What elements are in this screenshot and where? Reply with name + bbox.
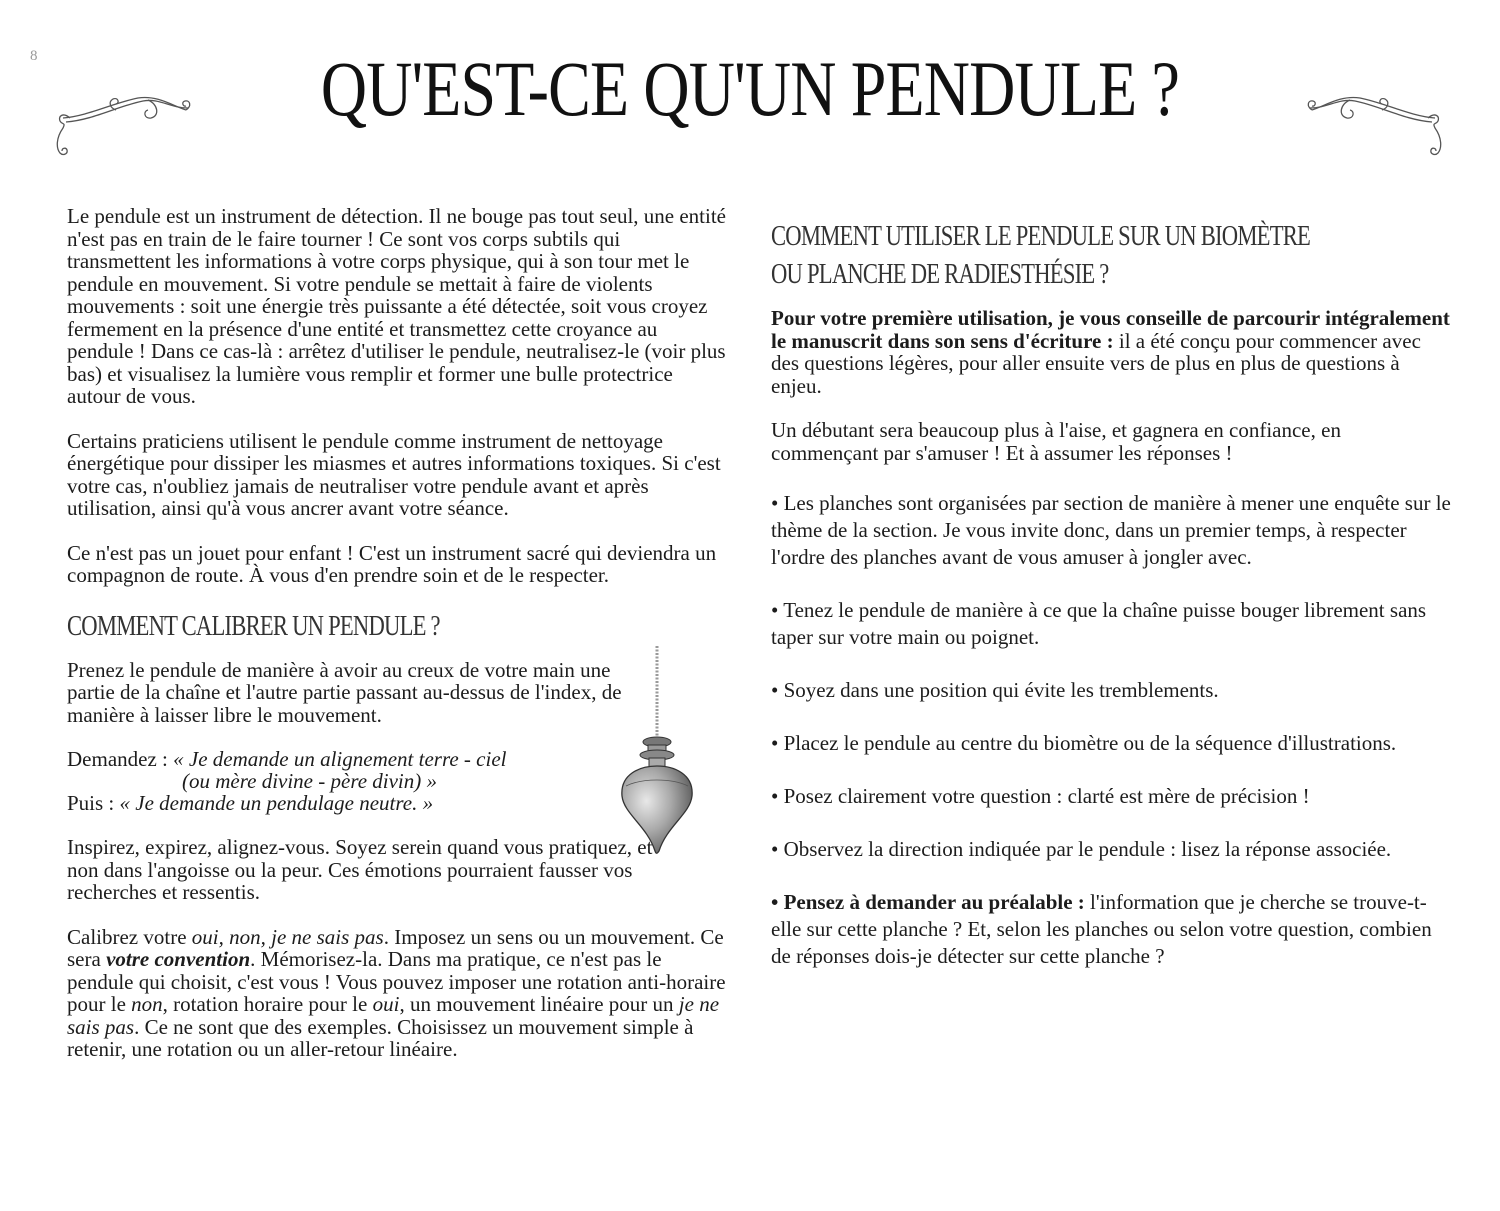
pendulum-illustration <box>612 646 702 856</box>
beginner-paragraph: Un débutant sera beaucoup plus à l'aise, et gagnera en confiance, en commençant par s'amuser ! Et à assumer les réponses ! <box>771 418 1341 465</box>
bullet-item: • Placez le pendule au centre du biomètre ou de la séquence d'illustrations. <box>771 731 1397 755</box>
heading-line: COMMENT UTILISER LE PENDULE SUR UN BIOMÈTRE <box>771 220 1311 252</box>
calibrate-heading: COMMENT CALIBRER UN PENDULE ? <box>67 609 440 642</box>
text-run: il a été conçu pour commencer avec des questions légères, pour aller ensuite vers de plus en plus de questions à enjeu. <box>771 328 1421 398</box>
text-run: l'information que je cherche se trouve-t-elle sur cette planche ? Et, selon les planches ou selon votre question, combien de réponses dois-je détecter sur cette planche ? <box>771 890 1432 968</box>
page-number: 8 <box>30 48 38 64</box>
convention-paragraph <box>67 926 727 1061</box>
bullet-item: • Observez la direction indiquée par le pendule : lisez la réponse associée. <box>771 837 1392 861</box>
breathe-paragraph: Inspirez, expirez, alignez-vous. Soyez serein quand vous pratiquez, et non dans l'angoisse ou la peur. Ces émotions pourraient fausser vos recherches et ressentis. <box>67 835 653 904</box>
italic-run: je ne sais pas <box>67 992 720 1039</box>
italic-run: non <box>131 992 163 1016</box>
right-column <box>771 217 1451 996</box>
text-run: , rotation horaire pour le <box>162 992 373 1016</box>
text-run: Calibrez votre <box>67 924 192 949</box>
bullet-item <box>771 889 1451 970</box>
bullet-item: • Posez clairement votre question : clarté est mère de précision ! <box>771 784 1310 808</box>
then-quote: « Je demande un pendulage neutre. » <box>119 791 434 815</box>
intro-paragraph: Le pendule est un instrument de détection. Il ne bouge pas tout seul, une entité n'est pas en train de le faire tourner ! Ce sont vos corps subtils qui transmettent les informations à votre corps physique, qui à son tour met le pendule en mouvement. Si votre pendule se mettait à faire de violents mouvements : soit une énergie très puissante a été détectée, soit vous croyez fermement en la présence d'une entité et transmettez cette croyance au pendule ! Dans ce cas-là : arrêtez d'utiliser le pendule, neutralisez-le (voir plus bas) et visualisez la lumière vous remplir et former une bulle protectrice autour de vous. <box>67 204 726 408</box>
bullet-item: • Les planches sont organisées par section de manière à mener une enquête sur le thème de la section. Je vous invite donc, dans un premier temps, à respecter l'ordre des planches avant de vous amuser à jongler avec. <box>771 491 1451 569</box>
then-label: Puis : <box>67 791 120 815</box>
bullet-item: • Soyez dans une position qui évite les tremblements. <box>771 678 1219 702</box>
bullet-item: • Tenez le pendule de manière à ce que la chaîne puisse bouger librement sans taper sur votre main ou poignet. <box>771 598 1427 649</box>
ask-label: Demandez : <box>67 747 174 771</box>
ask-quote: « Je demande un alignement terre - ciel <box>173 747 507 771</box>
text-run: , un mouvement linéaire pour un <box>399 992 679 1016</box>
ornamental-flourish-icon <box>1305 88 1450 168</box>
intro-paragraph: Ce n'est pas un jouet pour enfant ! C'est un instrument sacré qui deviendra un compagnon de route. À vous d'en prendre soin et de le respecter. <box>67 540 717 587</box>
text-run: . Ce ne sont que des exemples. Choisissez un mouvement simple à retenir, une rotation ou un aller-retour linéaire. <box>67 1014 694 1061</box>
italic-run: oui, non, je ne sais pas <box>191 924 384 949</box>
emphasis-run: votre convention <box>106 947 251 971</box>
biometer-heading <box>771 217 1311 293</box>
hold-instruction: Prenez le pendule de manière à avoir au creux de votre main une partie de la chaîne et l'autre partie passant au-dessus de l'index, de manière à laisser libre le mouvement. <box>67 657 622 727</box>
left-column <box>67 205 727 1083</box>
intro-paragraph: Certains praticiens utilisent le pendule comme instrument de nettoyage énergétique pour dissiper les miasmes et autres informations toxiques. Si c'est votre cas, n'oubliez jamais de neutraliser votre pendule avant et après utilisation, ainsi qu'à vous ancrer avant votre séance. <box>67 428 721 520</box>
first-use-paragraph <box>771 307 1451 397</box>
italic-run: oui <box>372 992 400 1016</box>
ask-quote-continued: (ou mère divine - père divin) » <box>182 769 438 793</box>
page-title: QU'EST-CE QU'UN PENDULE ? <box>320 45 1180 132</box>
bold-run: • Pensez à demander au préalable : <box>771 890 1085 914</box>
bold-run: Pour votre première utilisation, je vous conseille de parcourir intégralement le manuscrit dans son sens d'écriture : <box>771 306 1450 353</box>
text-run: . Mémorisez-la. Dans ma pratique, ce n'est pas le pendule qui choisit, c'est vous ! Vous pouvez imposer une rotation anti-horaire pour le <box>67 947 726 1016</box>
heading-line: OU PLANCHE DE RADIESTHÉSIE ? <box>771 258 1109 290</box>
text-run: . Imposez un sens ou un mouvement. Ce sera <box>67 924 724 971</box>
